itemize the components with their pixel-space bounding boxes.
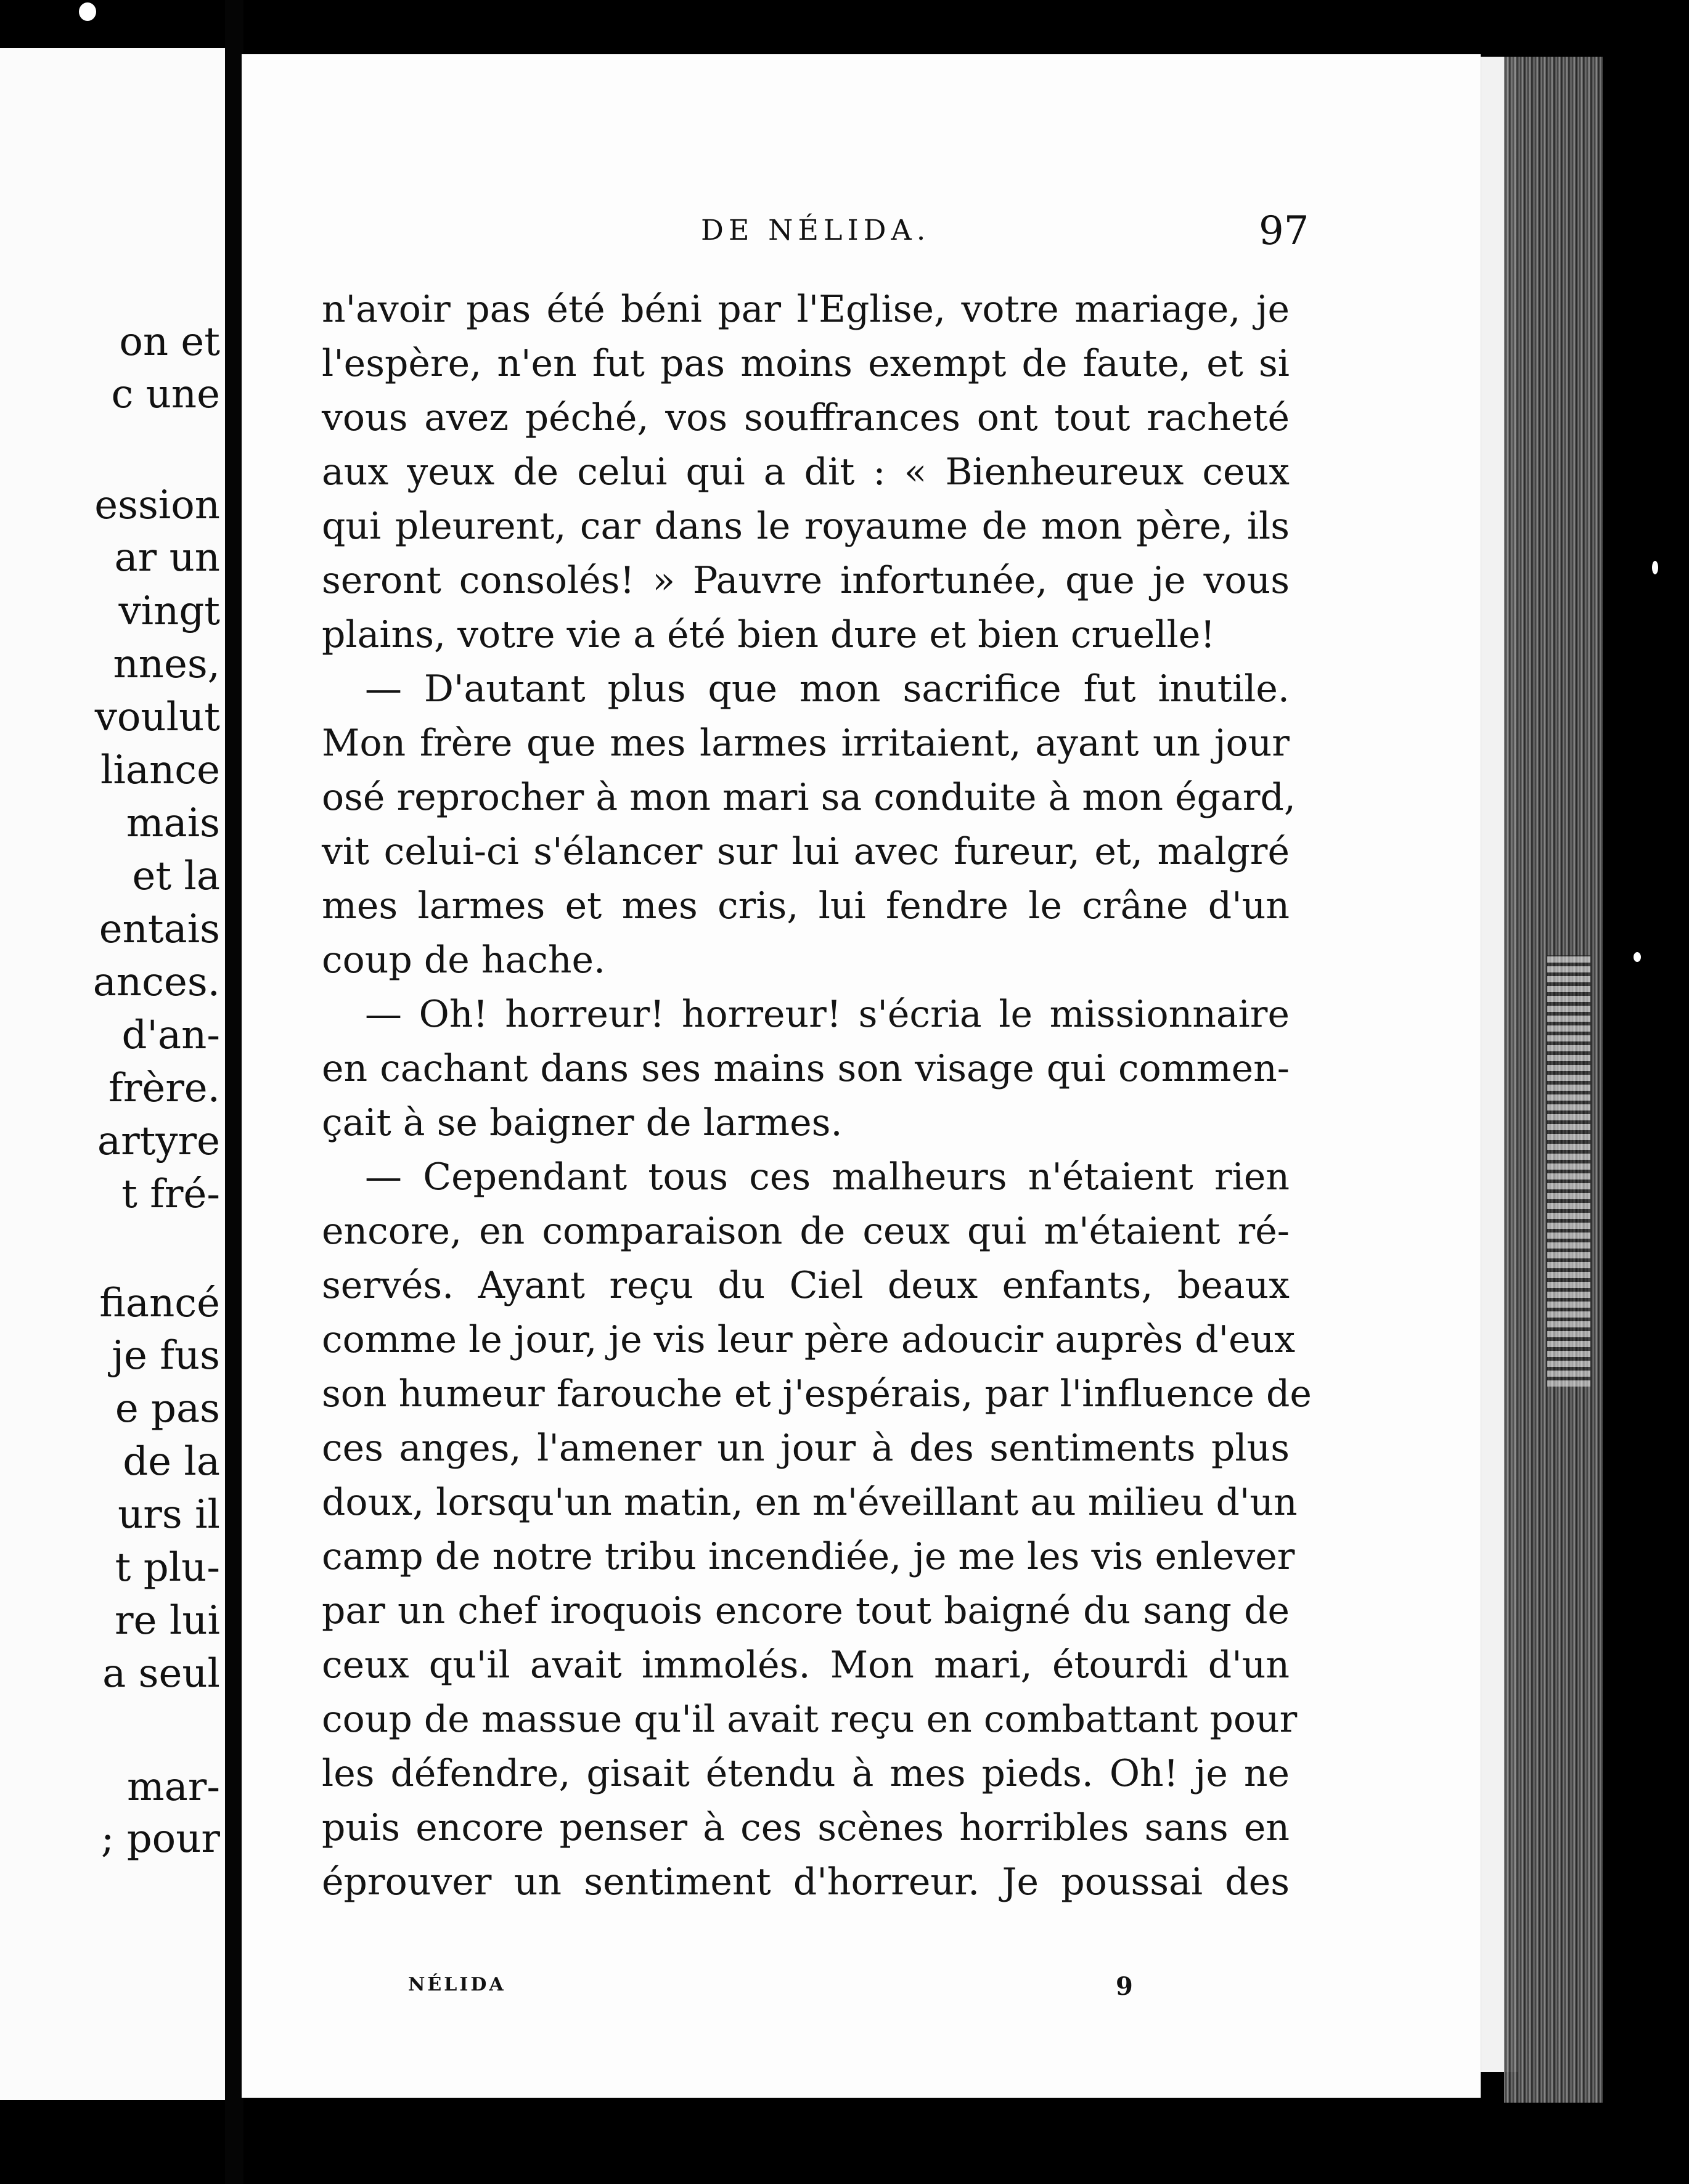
text-line: çait à se baigner de larmes.: [322, 1101, 843, 1144]
left-page-line: ession: [94, 483, 220, 528]
left-page-line: nnes,: [113, 642, 220, 687]
left-facing-page: [0, 48, 225, 2100]
text-line: l'espère, n'en fut pas moins exempt de faute, et si: [322, 342, 1290, 385]
text-line: qui pleurent, car dans le royaume de mon père, ils: [322, 505, 1290, 548]
left-page-line: t fré-: [121, 1171, 220, 1217]
text-line: les défendre, gisait étendu à mes pieds. Oh! je ne: [322, 1752, 1290, 1795]
page-number: 97: [1259, 208, 1309, 254]
text-line: n'avoir pas été béni par l'Eglise, votre mariage, je: [322, 288, 1290, 331]
left-page-line: d'an-: [121, 1013, 220, 1058]
binding-gutter: [225, 0, 243, 2184]
text-line: servés. Ayant reçu du Ciel deux enfants, beaux: [322, 1264, 1290, 1307]
left-page-line: vingt: [118, 589, 220, 634]
left-page-line: re lui: [115, 1598, 220, 1644]
text-line: comme le jour, je vis leur père adoucir auprès d'eux: [322, 1318, 1296, 1361]
text-line: vit celui-ci s'élancer sur lui avec fureur, et, malgré: [322, 830, 1290, 873]
text-line: puis encore penser à ces scènes horribles sans en: [322, 1806, 1290, 1849]
text-line: encore, en comparaison de ceux qui m'étaient ré-: [322, 1210, 1290, 1253]
text-line: ceux qu'il avait immolés. Mon mari, étourdi d'un: [322, 1644, 1290, 1687]
text-line: éprouver un sentiment d'horreur. Je poussai des: [322, 1860, 1290, 1904]
left-page-line: entais: [99, 907, 220, 952]
text-line: osé reprocher à mon mari sa conduite à mon égard,: [322, 776, 1296, 819]
left-page-line: ances.: [92, 960, 220, 1005]
left-page-line: je fus: [112, 1333, 220, 1379]
left-page-line: urs il: [118, 1492, 220, 1538]
left-page-line: e pas: [115, 1386, 220, 1432]
left-page-line: ; pour: [100, 1816, 220, 1862]
running-head: DE NÉLIDA.: [701, 213, 931, 247]
left-page-line: ar un: [114, 535, 220, 581]
text-line: ces anges, l'amener un jour à des sentiments plus: [322, 1427, 1290, 1470]
scan-speck: [1634, 952, 1641, 962]
text-line: Mon frère que mes larmes irritaient, ayant un jour: [322, 722, 1290, 765]
library-stamp: [1547, 955, 1590, 1387]
left-page-line: t plu-: [115, 1545, 220, 1591]
text-line: seront consolés! » Pauvre infortunée, que je vous: [322, 559, 1290, 602]
left-page-line: mais: [126, 801, 220, 846]
body-text: [322, 282, 1312, 1909]
gathering-number: 9: [1116, 1972, 1133, 2001]
left-page-line: liance: [100, 748, 220, 793]
left-page-line: fiancé: [99, 1281, 220, 1326]
left-page-line: c une: [111, 372, 220, 417]
book-block-shadow: [1603, 57, 1627, 2103]
scan-speck: [1652, 561, 1658, 574]
text-line: par un chef iroquois encore tout baigné du sang de: [322, 1589, 1290, 1632]
text-line: son humeur farouche et j'espérais, par l'influence de: [322, 1372, 1312, 1416]
text-line: vous avez péché, vos souffrances ont tout racheté: [322, 396, 1290, 439]
text-line: — Oh! horreur! horreur! s'écria le missionnaire: [365, 993, 1290, 1036]
main-page: [242, 54, 1481, 2098]
text-line: mes larmes et mes cris, lui fendre le crâne d'un: [322, 884, 1290, 927]
text-line: — Cependant tous ces malheurs n'étaient rien: [365, 1155, 1290, 1199]
signature-mark: NÉLIDA: [408, 1974, 506, 1995]
text-line: camp de notre tribu incendiée, je me les vis enlever: [322, 1535, 1295, 1578]
left-page-line: et la: [132, 854, 220, 899]
text-line: en cachant dans ses mains son visage qui commen-: [322, 1047, 1290, 1090]
text-line: doux, lorsqu'un matin, en m'éveillant au milieu d'un: [322, 1481, 1298, 1524]
text-line: — D'autant plus que mon sacrifice fut inutile.: [365, 667, 1290, 711]
left-page-line: voulut: [94, 695, 220, 740]
left-page-line: a seul: [102, 1651, 220, 1697]
text-line: coup de massue qu'il avait reçu en combattant pour: [322, 1698, 1298, 1741]
left-page-line: frère.: [108, 1066, 220, 1111]
left-page-line: artyre: [97, 1118, 220, 1164]
text-line: coup de hache.: [322, 939, 606, 982]
scan-speck: [79, 2, 96, 21]
text-line: aux yeux de celui qui a dit : « Bienheureux ceux: [322, 450, 1290, 494]
left-page-line: mar-: [126, 1764, 220, 1810]
left-page-line: de la: [123, 1439, 220, 1485]
left-page-line: on et: [119, 319, 220, 365]
text-line: plains, votre vie a été bien dure et bien cruelle!: [322, 613, 1216, 656]
